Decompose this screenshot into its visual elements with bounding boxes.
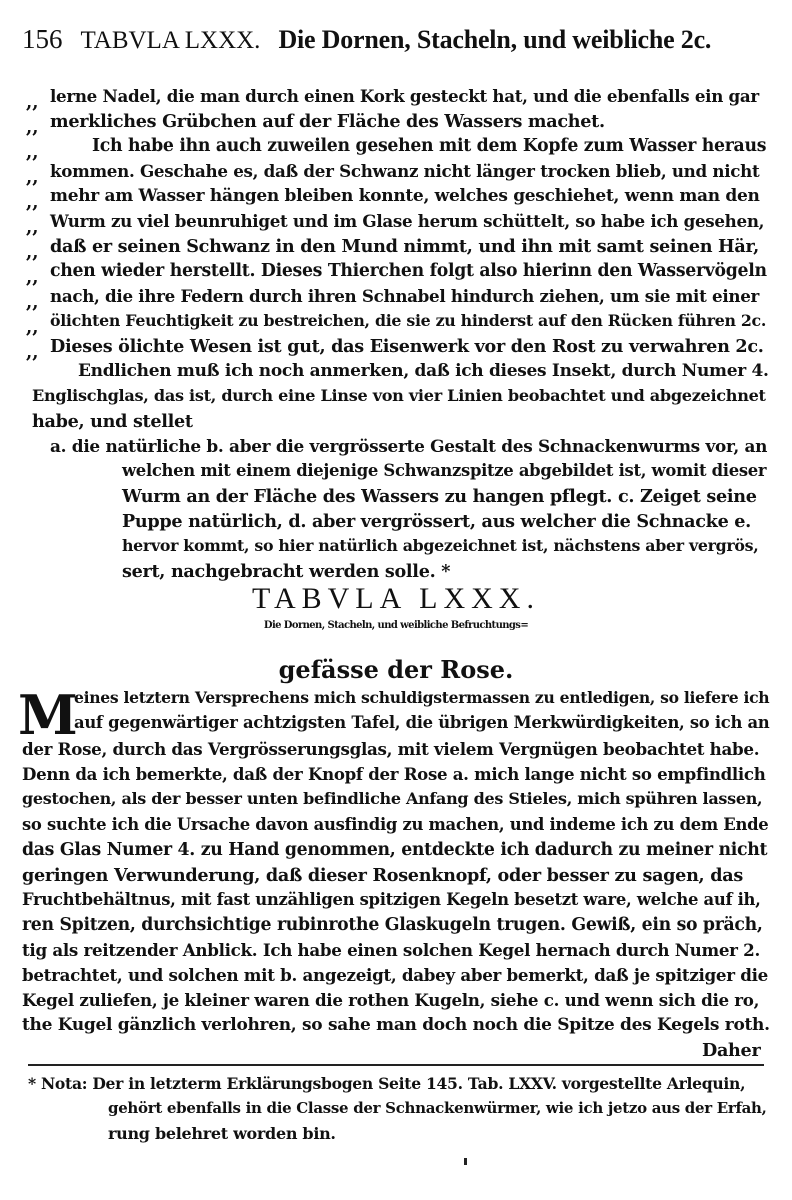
text-line: Ich habe ihn auch zuweilen gesehen mit dem Kopfe zum Wasser heraus xyxy=(92,136,767,156)
body-line: the Kugel gänzlich verlohren, so sahe man doch noch die Spitze des Kegels roth. xyxy=(22,1015,770,1035)
text-line: mehr am Wasser hängen bleiben konnte, welches geschiehet, wenn man den xyxy=(50,186,760,206)
quote-mark: ,, xyxy=(26,192,39,213)
footnote-line: rung belehret worden bin. xyxy=(108,1124,336,1143)
quote-mark: ,, xyxy=(26,117,39,138)
body-line: so suchte ich die Ursache davon ausfindig zu machen, und indeme ich zu dem Ende xyxy=(22,815,769,834)
text-line: kommen. Geschahe es, daß der Schwanz nicht länger trocken blieb, und nicht xyxy=(50,161,760,181)
text-line: ölichten Feuchtigkeit zu bestreichen, die sie zu hinderst auf den Rücken führen 2c. xyxy=(50,311,767,330)
body-line: der Rose, durch das Vergrösserungsglas, mit vielem Vergnügen beobachtet habe. xyxy=(22,739,760,759)
section-title-line1: Die Dornen, Stacheln, und weibliche Befruchtungs= xyxy=(263,620,529,631)
ink-speck xyxy=(464,1158,467,1165)
text-line: Endlichen muß ich noch anmerken, daß ich dieses Insekt, durch Numer 4. xyxy=(78,361,769,381)
body-line: Fruchtbehältnus, mit fast unzähligen spitzigen Kegeln besetzt ware, welche auf ih, xyxy=(22,890,761,909)
body-line: tig als reitzender Anblick. Ich habe einen solchen Kegel hernach durch Numer 2. xyxy=(22,940,760,960)
quote-mark: ,, xyxy=(26,267,39,288)
body-line: Denn da ich bemerkte, daß der Knopf der Rose a. mich lange nicht so empfindlich xyxy=(22,764,766,784)
text-line: daß er seinen Schwanz in den Mund nimmt, und ihn mit samt seinen Här, xyxy=(50,236,759,257)
body-line: betrachtet, und solchen mit b. angezeigt, dabey aber bemerkt, daß je spitziger die xyxy=(22,965,768,985)
drop-cap: M xyxy=(18,683,78,747)
figure-list-line: sert, nachgebracht werden solle. * xyxy=(122,561,451,582)
figure-list-line: hervor kommt, so hier natürlich abgezeichnet ist, nächstens aber vergrös, xyxy=(122,536,759,555)
text-line: habe, und stellet xyxy=(32,411,193,432)
body-line: gestochen, als der besser unten befindliche Anfang des Stieles, mich spühren lassen, xyxy=(22,789,763,808)
catchword: Daher xyxy=(702,1040,761,1061)
quote-mark: ,, xyxy=(26,242,39,263)
running-head xyxy=(22,24,762,55)
quote-mark: ,, xyxy=(26,92,39,113)
quote-mark: ,, xyxy=(26,217,39,238)
figure-list-line: Puppe natürlich, d. aber vergrössert, aus welcher die Schnacke e. xyxy=(122,511,752,532)
quote-mark: ,, xyxy=(26,317,39,338)
figure-list-line: a. die natürliche b. aber die vergrösserte Gestalt des Schnackenwurms vor, an xyxy=(50,436,768,456)
footnote-line: * Nota: Der in letzterm Erklärungsbogen Seite 145. Tab. LXXV. vorgestellte Arlequin, xyxy=(28,1074,746,1093)
footnote-line: gehört ebenfalls in die Classe der Schnackenwürmer, wie ich jetzo aus der Erfah, xyxy=(108,1099,767,1117)
running-title: Die Dornen, Stacheln, und weibliche 2c. xyxy=(278,25,712,54)
figure-list-line: welchen mit einem diejenige Schwanzspitze abgebildet ist, womit dieser xyxy=(122,461,767,480)
text-line: Englischglas, das ist, durch eine Linse von vier Linien beobachtet und abgezeichnet xyxy=(32,386,766,405)
text-line: nach, die ihre Federn durch ihren Schnabel hindurch ziehen, um sie mit einer xyxy=(50,286,760,306)
quote-mark: ,, xyxy=(26,292,39,313)
text-line: merkliches Grübchen auf der Fläche des Wassers machet. xyxy=(50,111,605,132)
quote-mark: ,, xyxy=(26,342,39,363)
text-line: lerne Nadel, die man durch einen Kork gesteckt hat, und die ebenfalls ein gar xyxy=(50,86,759,106)
body-line: ren Spitzen, durchsichtige rubinrothe Glaskugeln trugen. Gewiß, ein so präch, xyxy=(22,915,763,935)
figure-list-line: Wurm an der Fläche des Wassers zu hangen pflegt. c. Zeiget seine xyxy=(122,486,757,507)
body-line: auf gegenwärtiger achtzigsten Tafel, die übrigen Merkwürdigkeiten, so ich an xyxy=(74,713,770,732)
section-title-line2: gefässe der Rose. xyxy=(278,655,514,684)
body-line: Kegel zuliefen, je kleiner waren die rothen Kugeln, siehe c. und wenn sich die ro, xyxy=(22,990,760,1010)
text-line: chen wieder herstellt. Dieses Thierchen folgt also hierinn den Wasservögeln xyxy=(50,261,767,281)
text-line: Dieses ölichte Wesen ist gut, das Eisenwerk vor den Rost zu verwahren 2c. xyxy=(50,336,764,357)
running-tabula: TABVLA LXXX. xyxy=(80,27,261,54)
quote-mark: ,, xyxy=(26,142,39,163)
body-line: geringen Verwunderung, daß dieser Rosenknopf, oder besser zu sagen, das xyxy=(22,865,743,886)
body-line: das Glas Numer 4. zu Hand genommen, entdeckte ich dadurch zu meiner nicht xyxy=(22,840,768,860)
text-line: Wurm zu viel beunruhiget und im Glase herum schüttelt, so habe ich gesehen, xyxy=(50,211,765,231)
section-heading: TABVLA LXXX. xyxy=(252,582,540,615)
page-number: 156 xyxy=(22,24,63,54)
footnote-rule xyxy=(28,1064,764,1066)
body-line: eines letztern Versprechens mich schuldigstermassen zu entledigen, so liefere ich xyxy=(74,688,770,707)
quote-mark: ,, xyxy=(26,167,39,188)
